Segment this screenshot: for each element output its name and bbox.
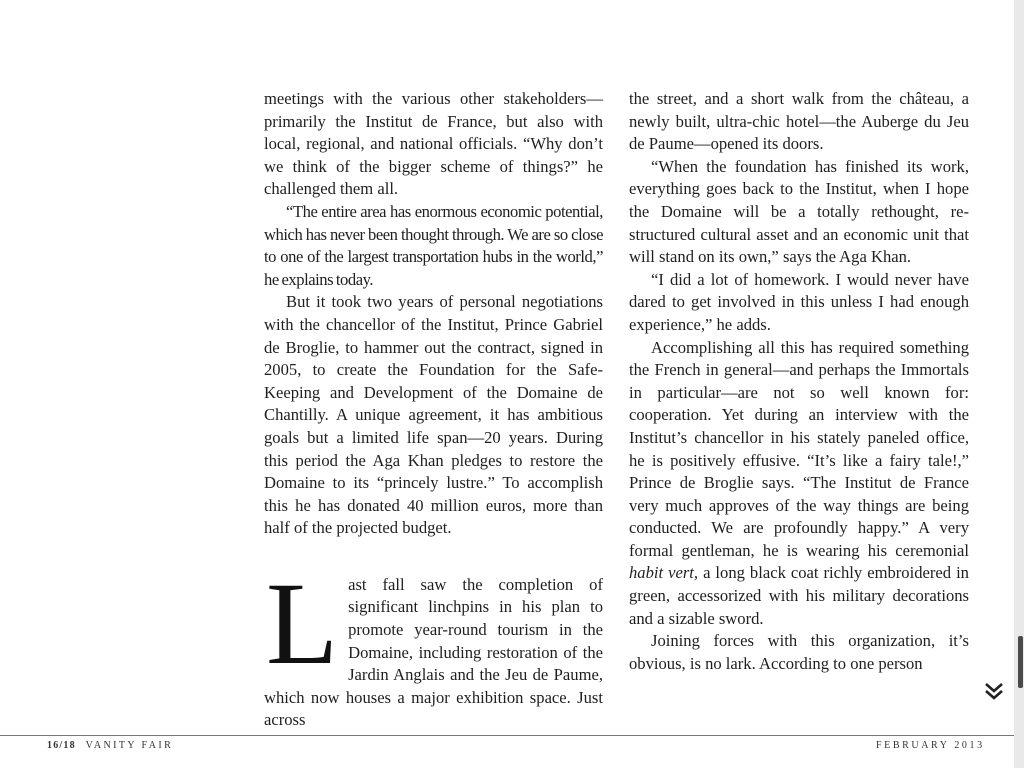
paragraph: the street, and a short walk from the château, a newly built, ultra-chic hotel—the Auberge du Jeu de Paume—opened its doors.: [629, 89, 969, 154]
article-column-left: [264, 88, 603, 732]
paragraph-text: a long black coat richly embroidered in green, accessorized with his military decorations and a sizable sword.: [629, 563, 969, 628]
issue-date: FEBRUARY 2013: [876, 740, 985, 751]
paragraph-text: ast fall saw the completion of significant linchpins in his plan to promote year-round tourism in the Domaine, including restoration of the Jardin Anglais and the Jeu de Paume, which now houses a major exhibition space. Just across: [264, 574, 603, 730]
paragraph: [629, 337, 969, 631]
double-chevron-down-icon[interactable]: [983, 680, 1005, 702]
paragraph: “When the foundation has finished its work, everything goes back to the Institut, when I hope the Domaine will be a totally rethought, re-structured cultural asset and an economic unit that will stand on its own,” says the Aga Khan.: [629, 156, 969, 267]
drop-cap: L: [266, 557, 339, 689]
paragraph: But it took two years of personal negotiations with the chancellor of the Institut, Prince Gabriel de Broglie, to hammer out the contract, signed in 2005, to create the Foundation for the Safe-Keeping and Development of the Domaine de Chantilly. A unique agreement, it has ambitious goals but a limited life span—20 years. During this period the Aga Khan pledges to restore the Domaine to its “princely lustre.” To accomplish this he has donated 40 million euros, more than half of the projected budget.: [264, 292, 603, 538]
paragraph: “The entire area has enormous economic potential, which has never been thought through. We are so close to one of the largest transportation hubs in the world,” he explains today.: [264, 201, 603, 289]
page-number: 16/18: [47, 740, 76, 751]
italic-phrase: habit vert,: [629, 563, 699, 583]
paragraph: Joining forces with this organization, it’s obvious, is no lark. According to one person: [629, 631, 969, 673]
footer-divider: [0, 735, 1014, 736]
article-column-right: [629, 88, 969, 675]
paragraph-text: Accomplishing all this has required something the French in general—and perhaps the Immortals in particular—are not so well known for: cooperation. Yet during an interview with the Institut’s chancellor in his stately paneled office, he is positively effusive. “It’s like a fairy tale!,” Prince de Broglie says. “The Institut de France very much approves of the way things are being conducted. We are profoundly happy.” A very formal gentleman, he is wearing his ceremonial: [629, 337, 969, 560]
paragraph: “I did a lot of homework. I would never have dared to get involved in this unless I had enough experience,” he adds.: [629, 269, 969, 334]
publication-name: VANITY FAIR: [85, 740, 174, 751]
paragraph-with-drop-cap: [264, 557, 603, 732]
paragraph: meetings with the various other stakeholders—primarily the Institut de France, but also with local, regional, and national officials. “Why don’t we think of the bigger scheme of things?” he challenged them all.: [264, 89, 603, 199]
footer-folio: [47, 740, 173, 751]
scrollbar-thumb[interactable]: [1018, 636, 1023, 688]
